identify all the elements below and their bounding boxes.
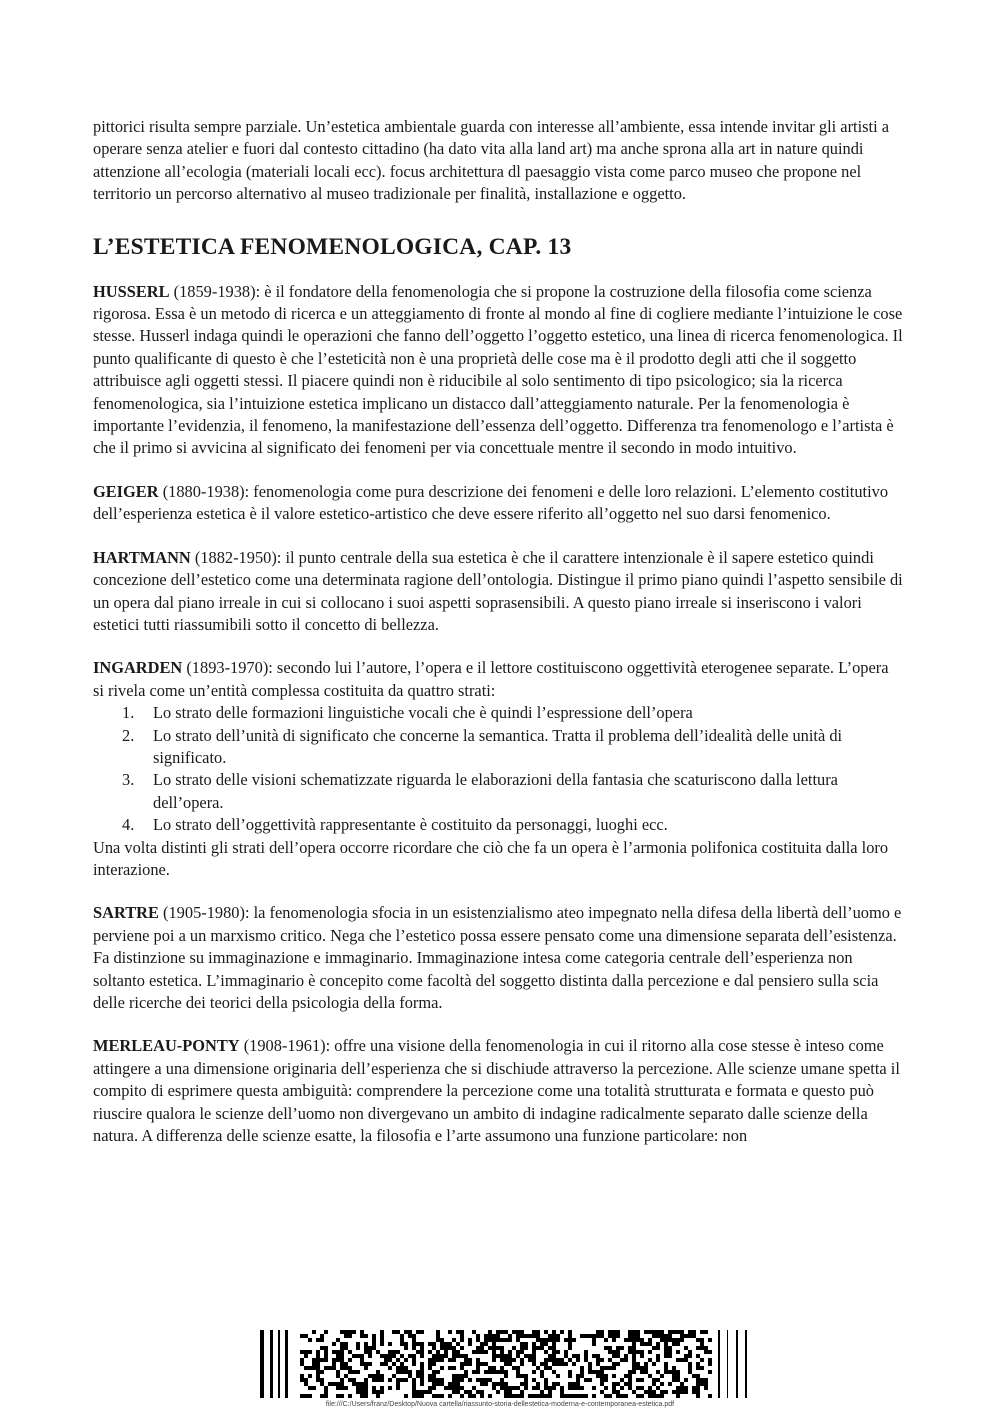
barcode-icon [260, 1330, 750, 1398]
author-name: HARTMANN [93, 547, 191, 567]
list-item [122, 725, 903, 770]
section-merleau-ponty [93, 1035, 903, 1147]
section-geiger [93, 481, 903, 526]
list-text: Lo strato delle visioni schematizzate riguarda le elaborazioni della fantasia che scaturiscono dalla lettura dell’opera. [153, 770, 838, 812]
chapter-heading: L’ESTETICA FENOMENOLOGICA, CAP. 13 [93, 233, 572, 260]
author-name: SARTRE [93, 903, 159, 923]
author-name: MERLEAU-PONTY [93, 1036, 240, 1056]
list-text: Lo strato dell’unità di significato che concerne la semantica. Tratta il problema dell’idealità delle unità di significato. [153, 725, 843, 767]
section-hartmann [93, 547, 903, 637]
list-number: 1. [122, 703, 135, 723]
section-paragraph [93, 1035, 903, 1147]
list-number: 2. [122, 725, 135, 745]
section-paragraph [93, 657, 903, 702]
section-sartre [93, 902, 903, 1014]
list-number: 3. [122, 770, 135, 790]
section-husserl [93, 281, 903, 460]
section-text: (1893-1970): secondo lui l’autore, l’opera e il lettore costituiscono oggettività eterogenee separate. L’opera si rivela come un’entità complessa costituita da quattro strati: [93, 658, 889, 700]
strata-list [93, 702, 903, 836]
intro-paragraph: pittorici risulta sempre parziale. Un’estetica ambientale guarda con interesse all’ambiente, essa intende invitar gli artisti a operare senza atelier e fuori dal contesto cittadino (ha dato vita alla land art) ma anche sprona alla art in nature quindi attenzione all’ecologia (materiali locali ecc). focus architettura dl paesaggio vista come parco museo che propone nel territorio un percorso alternativo al museo tradizionale per finalità, installazione e oggetto. [93, 117, 890, 204]
document-body [93, 116, 903, 1168]
barcode-image [260, 1330, 750, 1398]
section-text: (1882-1950): il punto centrale della sua estetica è che il carattere intenzionale è il sapere estetico quindi concezione dell’estetico come una determinata ragione dell’ontologia. Distingue il primo piano quindi l’aspetto sensibile di un opera dal piano irreale in cui si collocano i suoi aspetti soprasensibili. A questo piano irreale si inseriscono i valori estetici tutti riassumibili sotto il concetto di bellezza. [93, 547, 903, 634]
section-paragraph [93, 547, 903, 637]
author-name: INGARDEN [93, 658, 183, 678]
list-item [122, 814, 903, 836]
footer-file-path: file:///C:/Users/franz/Desktop/Nuova cartella/riassunto-storia-dellestetica-moderna-e-contemporanea-estetica.pdf [325, 1401, 675, 1408]
section-text: (1905-1980): la fenomenologia sfocia in un esistenzialismo ateo impegnato nella difesa della libertà dell’uomo e perviene poi a un marxismo critico. Nega che l’estetico possa essere pensato come una dimensione separata dell’esistenza. Fa distinzione su immaginazione e immaginario. Immaginazione intesa come categoria centrale dell’esperienza non soltanto estetica. L’immaginario è concepito come facoltà del soggetto distinta dalla percezione e dal pensiero sulla scia delle ricerche dei teorici della psicologia della forma. [93, 903, 902, 1012]
list-item [122, 702, 903, 724]
section-paragraph [93, 281, 903, 460]
list-text: Lo strato dell’oggettività rappresentante è costituito da personaggi, luoghi ecc. [153, 815, 668, 835]
section-text: (1880-1938): fenomenologia come pura descrizione dei fenomeni e delle loro relazioni. L’elemento costitutivo dell’esperienza estetica è il valore estetico-artistico che deve essere riferito all’oggetto nel suo darsi fenomenico. [93, 481, 889, 524]
author-name: GEIGER [93, 481, 159, 501]
section-text: (1908-1961): offre una visione della fenomenologia in cui il ritorno alla cose stesse è inteso come attingere a una dimensione originaria dell’esperienza che si dischiude attraverso la percezione. Alle scienze umane spetta il compito di esprimere questa ambiguità: comprendere la percezione come una totalità strutturata e formata e questo può riuscire qualora le scienze dell’uomo non divergevano un ambito di indagine radicalmente separato dalle scienze della natura. A differenza delle scienze esatte, la filosofia e l’arte assumono una funzione particolare: non [93, 1036, 900, 1146]
list-text: Lo strato delle formazioni linguistiche vocali che è quindi l’espressione dell’opera [153, 703, 693, 723]
section-paragraph [93, 902, 903, 1014]
section-text: (1859-1938): è il fondatore della fenomenologia che si propone la costruzione della filosofia come scienza rigorosa. Essa è un metodo di ricerca e un atteggiamento di fronte al mondo al fine di cogliere mediante l’intuizione le cose stesse. Husserl indaga quindi le operazioni che fanno dell’oggetto l’oggetto estetico, una linea di ricerca fenomenologica. Il punto qualificante di questo è che l’esteticità non è una proprietà delle cose ma è il prodotto degli atti che il soggetto attribuisce agli oggetti stessi. Il piacere quindi non è riducibile al solo sentimento di tipo psicologico; sia la ricerca fenomenologica, sia l’intuizione estetica implicano un distacco dall’atteggiamento naturale. Per la fenomenologia è importante l’evidenzia, il fenomeno, la manifestazione dell’essenza dell’oggetto. Differenza tra fenomenologo e l’artista è che il primo si avvicina al significato dei fenomeni per via concettuale mentre il secondo in modo intuitivo. [93, 281, 903, 458]
section-ingarden [93, 657, 903, 881]
section-conclusion: Una volta distinti gli strati dell’opera occorre ricordare che ciò che fa un opera è l’armonia polifonica costituita dalla loro interazione. [93, 837, 889, 879]
list-number: 4. [122, 815, 135, 835]
section-paragraph [93, 481, 903, 526]
list-item [122, 769, 903, 814]
author-name: HUSSERL [93, 281, 170, 301]
